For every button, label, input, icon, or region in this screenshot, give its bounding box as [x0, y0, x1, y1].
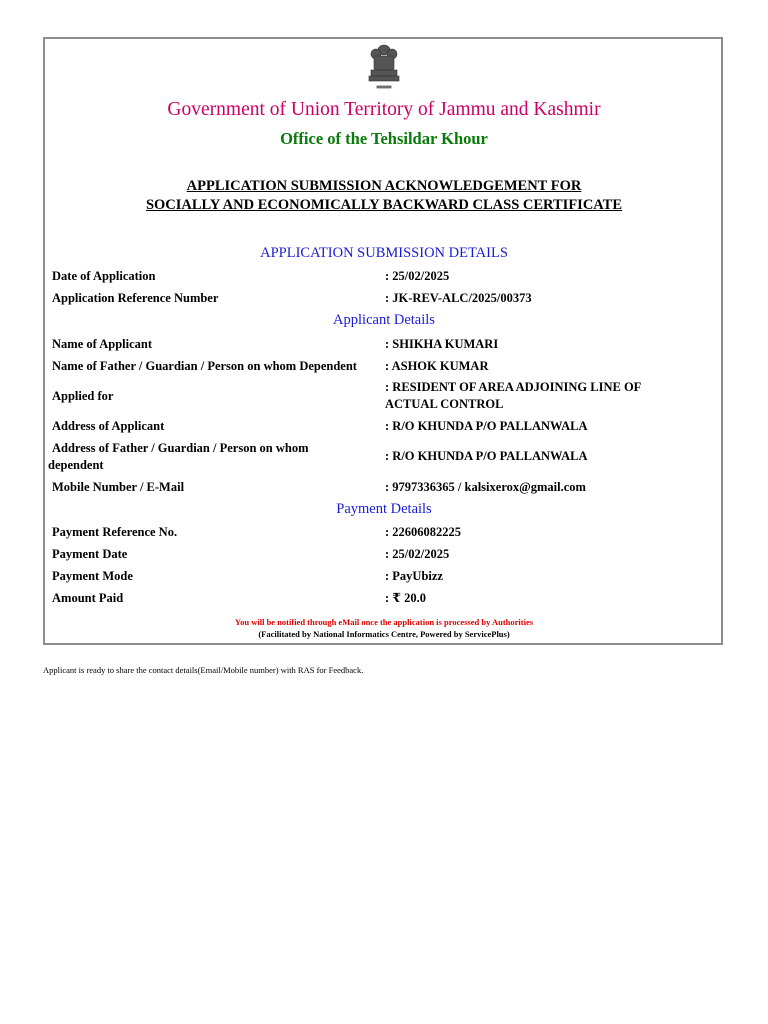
father-name-value: : ASHOK KUMAR [385, 359, 489, 373]
acknowledgement-title-line1: APPLICATION SUBMISSION ACKNOWLEDGEMENT FOR [186, 178, 582, 194]
father-name-label: Name of Father / Guardian / Person on whom Dependent [52, 359, 357, 373]
national-emblem-icon [365, 42, 403, 94]
applicant-address-value: : R/O KHUNDA P/O PALLANWALA [385, 419, 588, 433]
payment-mode-label: Payment Mode [52, 569, 133, 583]
reference-number-label: Application Reference Number [52, 291, 219, 305]
submission-details-heading: APPLICATION SUBMISSION DETAILS [260, 245, 508, 261]
reference-number-value: : JK-REV-ALC/2025/00373 [385, 291, 532, 305]
applied-for-label: Applied for [52, 389, 114, 403]
payment-mode-value: : PayUbizz [385, 569, 443, 583]
acknowledgement-title-line2: SOCIALLY AND ECONOMICALLY BACKWARD CLASS CERTIFICATE [145, 197, 623, 213]
office-title: Office of the Tehsildar Khour [280, 129, 488, 148]
payment-reference-value: : 22606082225 [385, 525, 462, 539]
payment-date-label: Payment Date [52, 547, 128, 561]
date-of-application-value: : 25/02/2025 [385, 269, 450, 283]
payment-reference-label: Payment Reference No. [52, 525, 178, 539]
email-notification-notice: You will be notified through eMail once the application is processed by Authorities [234, 617, 534, 627]
contact-value: : 9797336365 / kalsixerox@gmail.com [385, 480, 586, 494]
government-title: Government of Union Territory of Jammu and Kashmir [167, 99, 601, 120]
date-of-application-label: Date of Application [52, 269, 156, 283]
payment-date-value: : 25/02/2025 [385, 547, 450, 561]
applicant-details-heading: Applicant Details [333, 312, 435, 328]
father-address-value: : R/O KHUNDA P/O PALLANWALA [385, 449, 588, 463]
applicant-name-value: : SHIKHA KUMARI [385, 337, 499, 351]
amount-paid-label: Amount Paid [52, 591, 124, 605]
facilitated-by-note: (Facilitated by National Informatics Centre, Powered by ServicePlus) [258, 629, 510, 639]
applicant-name-label: Name of Applicant [52, 337, 152, 351]
payment-details-heading: Payment Details [336, 501, 432, 517]
applicant-address-label: Address of Applicant [52, 419, 165, 433]
applied-for-value: : RESIDENT OF AREA ADJOINING LINE OF ACTUAL CONTROL [385, 380, 641, 411]
contact-label: Mobile Number / E-Mail [52, 480, 185, 494]
feedback-consent-note: Applicant is ready to share the contact details(Email/Mobile number) with RAS for Feedback. [43, 665, 364, 675]
father-address-label: Address of Father / Guardian / Person on whom dependent [48, 441, 309, 472]
amount-paid-value: : ₹ 20.0 [385, 591, 426, 605]
